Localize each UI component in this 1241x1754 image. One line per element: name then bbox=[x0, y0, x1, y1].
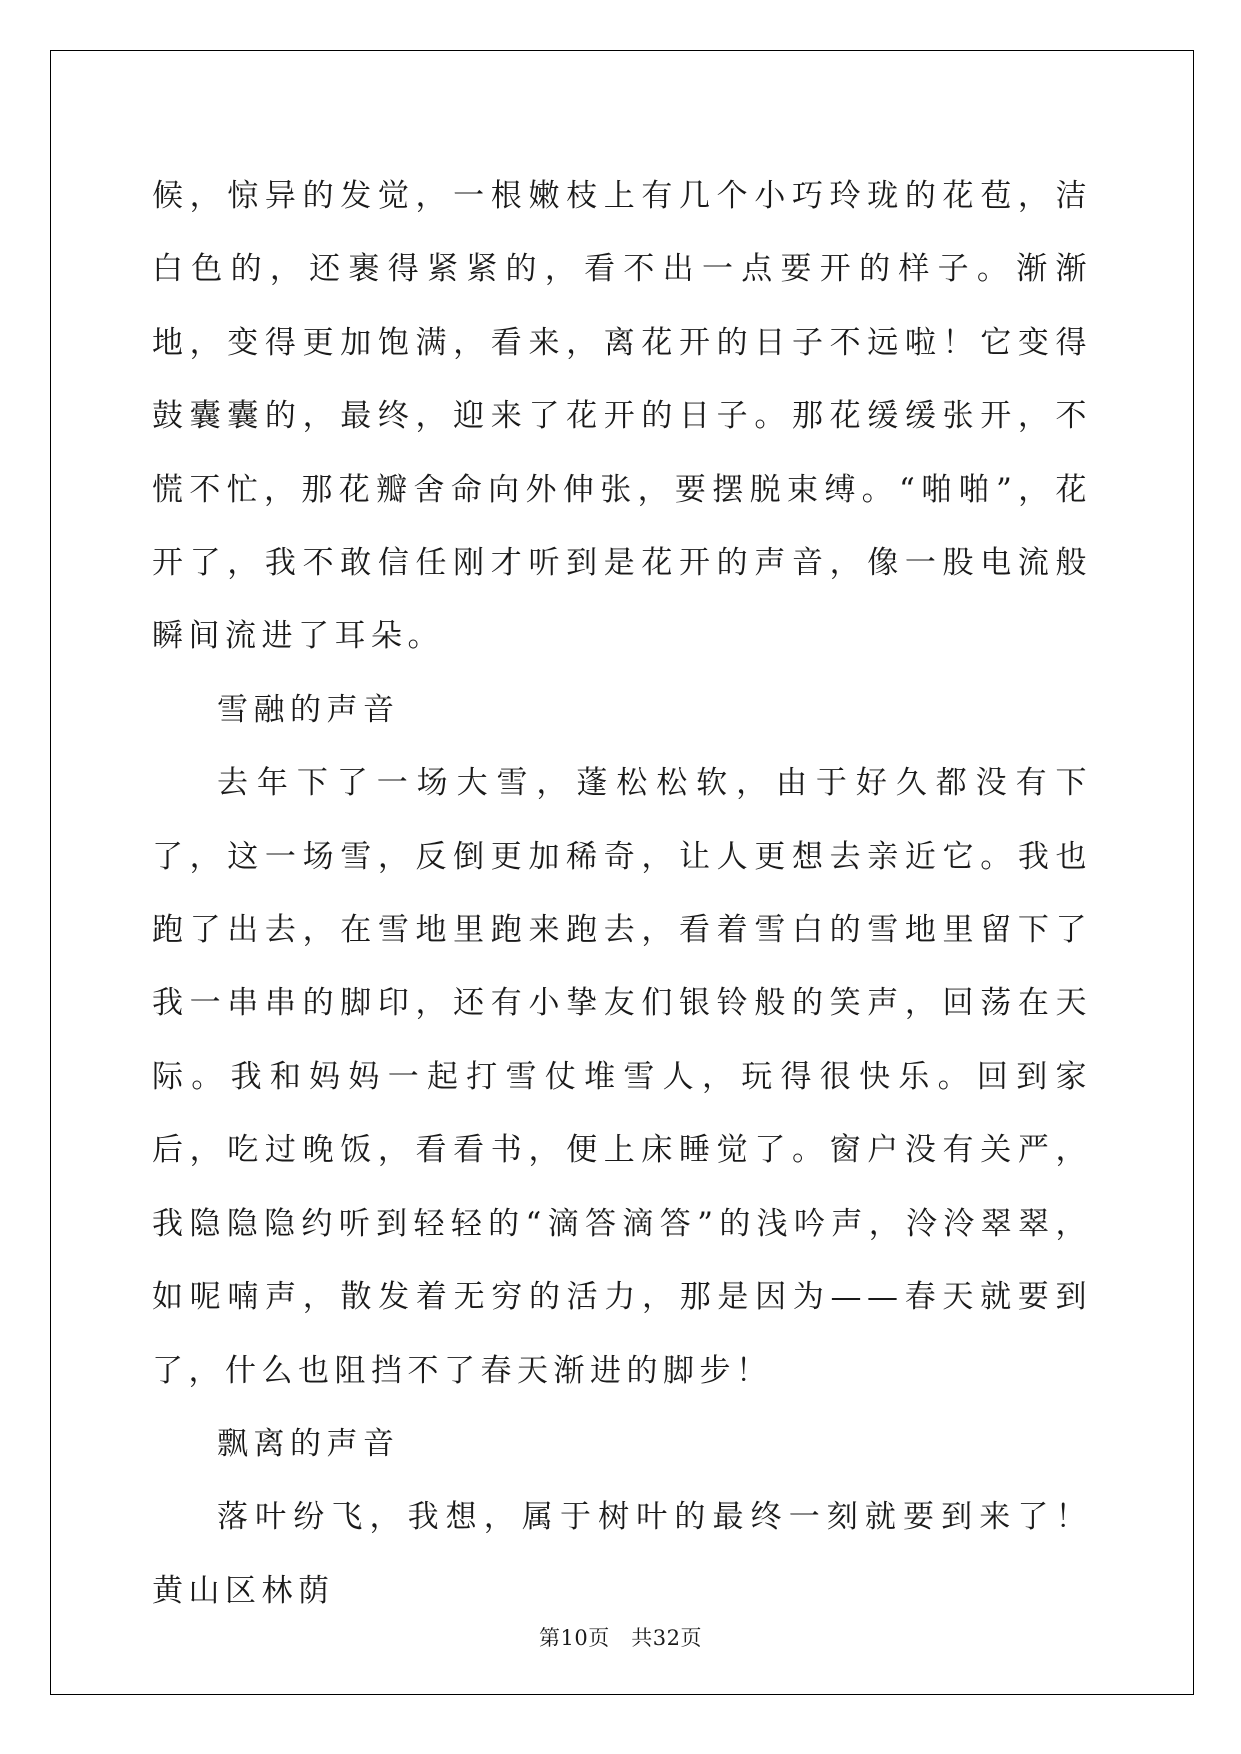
paragraph-snow-melting: 去年下了一场大雪，蓬松松软，由于好久都没有下了，这一场雪，反倒更加稀奇，让人更想去亲近它。我也跑了出去，在雪地里跑来跑去，看着雪白的雪地里留下了我一串串的脚印，还有小挚友们银铃般的笑声，回荡在天际。我和妈妈一起打雪仗堆雪人，玩得很快乐。回到家后，吃过晚饭，看看书，便上床睡觉了。窗户没有关严，我隐隐隐约听到轻轻的“滴答滴答”的浅吟声，泠泠翠翠，如呢喃声，散发着无穷的活力，那是因为——春天就要到了，什么也阻挡不了春天渐进的脚步！ bbox=[152, 765, 1092, 1389]
paragraph-falling-leaves: 落叶纷飞，我想，属于树叶的最终一刻就要到来了！黄山区林荫 bbox=[152, 1499, 1092, 1609]
paragraph-flower-opening: 候，惊异的发觉，一根嫩枝上有几个小巧玲珑的花苞，洁白色的，还裹得紧紧的，看不出一点要开的样子。渐渐地，变得更加饱满，看来，离花开的日子不远啦！它变得鼓囊囊的，最终，迎来了花开的日子。那花缓缓张开，不慌不忙，那花瓣舍命向外伸张，要摆脱束缚。“啪啪”，花开了，我不敢信任刚才听到是花开的声音，像一股电流般瞬间流进了耳朵。 bbox=[152, 178, 1092, 655]
heading-snow-melting: 雪融的声音 bbox=[217, 691, 400, 728]
page-number-footer: 第10页 共32页 bbox=[539, 1626, 702, 1650]
heading-drifting-away: 飘离的声音 bbox=[217, 1425, 400, 1462]
document-body bbox=[152, 160, 1092, 1628]
